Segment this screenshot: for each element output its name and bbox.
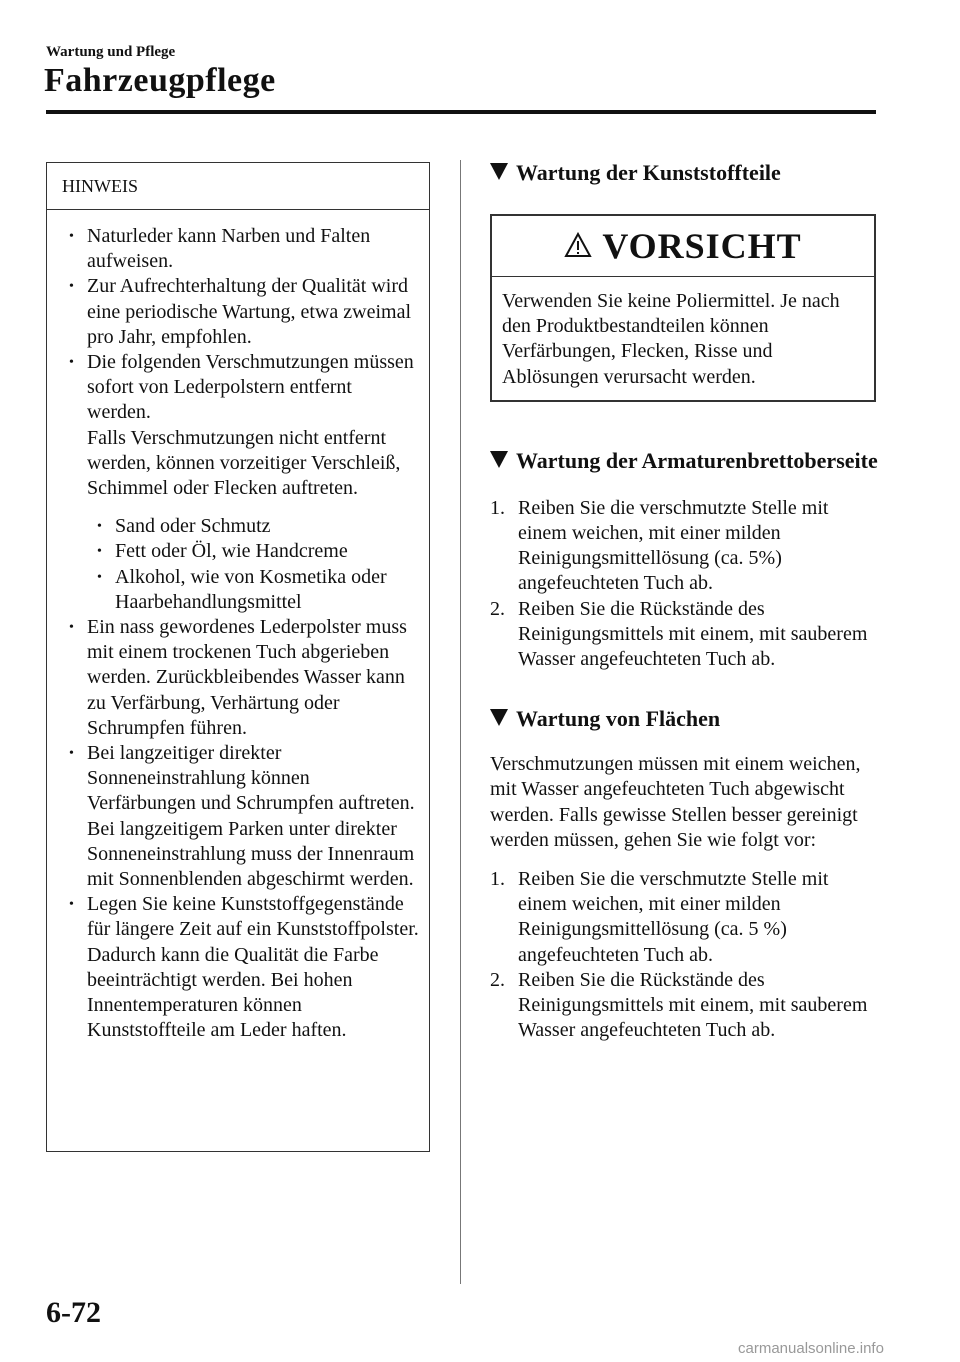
note-item: • Bei langzeitiger direkter Sonneneinstrahlung können Verfärbungen und Schrumpfen auftreten. Bei langzeitigem Parken unter direkter Sonneneinstrahlung muss der Innenraum mit Sonnenblenden abgeschirmt werden. — [65, 741, 419, 892]
list-item — [490, 496, 880, 597]
note-subitem: • Sand oder Schmutz — [93, 514, 419, 539]
list-number: 2. — [490, 968, 505, 991]
caution-text: Verwenden Sie keine Poliermittel. Je nach den Produktbestandteilen können Verfärbungen, Flecken, Risse und Ablösungen verursacht werden. — [502, 290, 840, 388]
section-heading — [490, 448, 880, 474]
warning-icon — [564, 232, 592, 258]
list-text: Reiben Sie die Rückstände des Reinigungsmittels mit einem, mit sauberem Wasser angefeuchteten Tuch ab. — [518, 968, 868, 1042]
paragraph: Verschmutzungen müssen mit einem weichen, mit Wasser angefeuchteten Tuch abgewischt werden. Falls gewisse Stellen besser gereinigt werden müssen, gehen Sie wie folgt vor: — [490, 753, 861, 851]
note-item: • Legen Sie keine Kunststoffgegenstände für längere Zeit auf ein Kunststoffpolster. Dadurch kann die Qualität die Farbe beeinträchtigt werden. Bei hohen Innentemperaturen können Kunststoffteile am Leder haften. — [65, 892, 419, 1043]
triangle-marker-icon — [490, 163, 508, 180]
list-item — [490, 867, 880, 968]
note-subitem: • Alkohol, wie von Kosmetika oder Haarbehandlungsmittel — [93, 565, 419, 615]
triangle-marker-icon — [490, 709, 508, 726]
list-item — [490, 968, 880, 1044]
note-item: • Ein nass gewordenes Lederpolster muss mit einem trockenen Tuch abgerieben werden. Zurückbleibendes Wasser kann zu Verfärbung, Verhärtung oder Schrumpfen führen. — [65, 615, 419, 741]
right-column — [490, 160, 880, 1043]
title-rule — [46, 110, 876, 114]
note-item: • Naturleder kann Narben und Falten aufweisen. — [65, 224, 419, 274]
list-number: 1. — [490, 496, 505, 519]
caution-title: VORSICHT — [602, 226, 802, 266]
page-number: 6-72 — [46, 1296, 101, 1329]
triangle-marker-icon — [490, 451, 508, 468]
list-text: Reiben Sie die verschmutzte Stelle mit einem weichen, mit einer milden Reinigungsmittellösung (ca. 5%) angefeuchteten Tuch ab. — [518, 496, 829, 595]
heading-text: Wartung der Kunststoffteile — [516, 160, 781, 185]
heading-text: Wartung der Armaturenbrettoberseite — [516, 447, 878, 473]
list-number: 1. — [490, 868, 505, 891]
section-heading — [490, 706, 880, 732]
caution-header — [492, 216, 874, 277]
list-item — [490, 597, 880, 673]
list-text: Reiben Sie die Rückstände des Reinigungsmittels mit einem, mit sauberem Wasser angefeuchteten Tuch ab. — [518, 597, 868, 671]
note-body — [47, 210, 429, 1044]
note-box — [46, 162, 430, 1152]
list-text: Reiben Sie die verschmutzte Stelle mit einem weichen, mit einer milden Reinigungsmittellösung (ca. 5 %) angefeuchteten Tuch ab. — [518, 868, 829, 966]
note-subitem: • Fett oder Öl, wie Handcreme — [93, 539, 419, 564]
list-number: 2. — [490, 597, 505, 620]
heading-text: Wartung von Flächen — [516, 706, 721, 732]
column-divider — [460, 160, 461, 1284]
caution-box — [490, 214, 876, 402]
section-label: Wartung und Pflege — [46, 44, 176, 60]
section-heading — [490, 160, 880, 186]
page-title: Fahrzeugpflege — [44, 62, 276, 99]
note-item-continuation: Falls Verschmutzungen nicht entfernt werden, können vorzeitiger Verschleiß, Schimmel oder Flecken auftreten. — [87, 426, 401, 500]
note-heading: HINWEIS — [47, 163, 429, 210]
note-item: • Die folgenden Verschmutzungen müssen sofort von Lederpolstern entfernt werden. — [65, 350, 419, 426]
watermark: carmanualsonline.info — [738, 1340, 884, 1357]
note-item: • Zur Aufrechterhaltung der Qualität wird eine periodische Wartung, etwa zweimal pro Jahr, empfohlen. — [65, 274, 419, 350]
